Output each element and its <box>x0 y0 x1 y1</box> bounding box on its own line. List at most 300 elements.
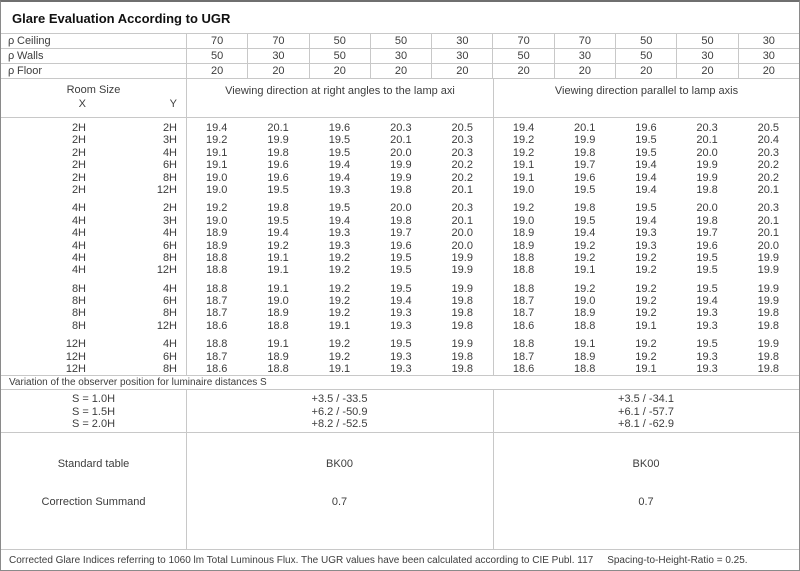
room-y-value: 4H <box>162 338 177 351</box>
ugr-value-parallel: 19.5 <box>574 214 596 227</box>
ugr-value-parallel: 19.8 <box>696 214 718 227</box>
ugr-value-right-angles: 19.1 <box>267 282 289 295</box>
ugr-value-parallel: 19.8 <box>696 183 718 196</box>
rho-symbol: ρ <box>8 35 15 47</box>
reflectance-value: 20 <box>370 64 431 78</box>
ugr-value-parallel: 19.8 <box>757 307 779 320</box>
room-x-value: 4H <box>71 239 86 252</box>
ugr-value-right-angles: 19.2 <box>328 251 351 264</box>
reflectance-section <box>1 33 799 79</box>
footer-ratio-note: Spacing-to-Height-Ratio = 0.25. <box>607 555 748 566</box>
ugr-value-right-angles: 19.3 <box>390 307 412 320</box>
room-y-value: 8H <box>162 363 177 376</box>
variation-value-parallel: +8.1 / -62.9 <box>618 418 674 431</box>
ugr-value-right-angles: 18.7 <box>205 307 228 320</box>
ugr-value-right-angles: 18.6 <box>205 319 228 332</box>
ugr-value-parallel: 19.8 <box>757 350 779 363</box>
room-y-value: 6H <box>162 239 177 252</box>
room-x-value: 12H <box>65 363 86 376</box>
ugr-value-parallel: 18.8 <box>574 319 596 332</box>
reflectance-value: 30 <box>738 49 799 63</box>
room-x-value: 2H <box>71 183 86 196</box>
ugr-value-parallel: 18.6 <box>512 319 535 332</box>
ugr-value-right-angles: 20.3 <box>451 202 473 215</box>
spacer <box>177 184 186 196</box>
ugr-value-parallel: 19.5 <box>574 183 596 196</box>
ugr-value-right-angles: 19.5 <box>390 264 412 277</box>
spacer <box>177 283 186 295</box>
room-x-value: 12H <box>65 338 86 351</box>
reflectance-value: 30 <box>738 34 799 48</box>
ugr-row <box>1 147 799 159</box>
ugr-row <box>1 240 799 252</box>
ugr-value-right-angles: 20.3 <box>390 122 412 134</box>
room-x-value: 8H <box>71 307 86 320</box>
reflectance-value: 30 <box>247 49 308 63</box>
ugr-value-right-angles: 19.4 <box>267 227 289 240</box>
table-header <box>1 79 799 118</box>
ugr-value-right-angles: 20.0 <box>451 239 473 252</box>
room-y-value: 12H <box>156 183 177 196</box>
ugr-value-right-angles: 19.3 <box>390 319 412 332</box>
reflectance-value: 70 <box>186 34 247 48</box>
reflectance-value: 50 <box>676 34 737 48</box>
ugr-row <box>1 252 799 264</box>
ugr-value-right-angles: 19.2 <box>328 295 351 308</box>
room-y-value: 12H <box>156 264 177 277</box>
ugr-value-parallel: 18.6 <box>512 363 535 376</box>
ugr-value-right-angles: 19.2 <box>205 202 228 215</box>
ugr-value-parallel: 19.5 <box>635 146 657 159</box>
ugr-value-parallel: 19.2 <box>512 134 535 147</box>
ugr-value-right-angles: 19.1 <box>205 159 228 172</box>
ugr-row <box>1 215 799 227</box>
ugr-value-right-angles: 19.5 <box>390 282 412 295</box>
ugr-rows-container <box>1 122 799 375</box>
ugr-value-parallel: 19.5 <box>696 338 718 351</box>
ugr-row <box>1 351 799 363</box>
spacer <box>177 307 186 319</box>
reflectance-label <box>1 64 186 78</box>
ugr-value-right-angles: 19.8 <box>267 146 289 159</box>
room-x-value: 4H <box>71 251 86 264</box>
variation-value-parallel: +6.1 / -57.7 <box>618 405 674 418</box>
ugr-value-parallel: 19.4 <box>635 183 657 196</box>
room-y-value: 3H <box>162 134 177 147</box>
ugr-value-parallel: 20.1 <box>574 122 596 134</box>
ugr-value-parallel: 19.2 <box>635 251 657 264</box>
ugr-value-right-angles: 19.8 <box>451 350 473 363</box>
room-x-value: 4H <box>71 214 86 227</box>
reflectance-value: 20 <box>431 64 492 78</box>
ugr-value-right-angles: 18.7 <box>205 295 228 308</box>
ugr-value-parallel: 20.4 <box>757 134 779 147</box>
ugr-value-parallel: 20.2 <box>757 171 779 184</box>
ugr-value-right-angles: 19.5 <box>328 146 351 159</box>
ugr-value-right-angles: 19.3 <box>328 239 351 252</box>
room-x-value: 2H <box>71 134 86 147</box>
ugr-value-right-angles: 19.2 <box>328 307 351 320</box>
reflectance-label <box>1 34 186 48</box>
ugr-value-right-angles: 19.9 <box>451 251 473 264</box>
room-y-value: 6H <box>162 159 177 172</box>
xy-header-row <box>1 98 186 110</box>
ugr-value-parallel: 19.1 <box>574 338 596 351</box>
ugr-row <box>1 184 799 196</box>
ugr-value-right-angles: 19.6 <box>267 171 289 184</box>
column-divider <box>186 390 187 432</box>
reflectance-row <box>1 34 799 49</box>
room-y-value: 8H <box>162 251 177 264</box>
standard-table-value-right-angles: BK00 <box>326 458 353 470</box>
ugr-value-parallel: 19.4 <box>512 122 535 134</box>
ugr-value-right-angles: 18.8 <box>205 282 228 295</box>
room-size-block <box>1 338 799 375</box>
ugr-row <box>1 264 799 276</box>
ugr-value-parallel: 19.3 <box>696 363 718 376</box>
ugr-value-parallel: 20.3 <box>757 146 779 159</box>
page-title: Glare Evaluation According to UGR <box>12 11 231 26</box>
reflectance-value: 50 <box>186 49 247 63</box>
ugr-value-right-angles: 19.9 <box>390 171 412 184</box>
room-x-value: 2H <box>71 159 86 172</box>
standard-table-row <box>1 458 799 471</box>
ugr-value-right-angles: 18.9 <box>205 239 228 252</box>
reflectance-value: 50 <box>370 34 431 48</box>
ugr-row <box>1 307 799 319</box>
reflectance-surface: Walls <box>17 50 44 62</box>
ugr-value-right-angles: 19.9 <box>390 159 412 172</box>
ugr-row <box>1 134 799 146</box>
reflectance-value: 70 <box>554 34 615 48</box>
room-x-value: 12H <box>65 350 86 363</box>
ugr-value-parallel: 19.9 <box>757 264 779 277</box>
spacer <box>177 215 186 227</box>
room-y-value: 2H <box>162 202 177 215</box>
reflectance-value: 50 <box>309 34 370 48</box>
ugr-value-right-angles: 20.1 <box>451 214 473 227</box>
ugr-value-parallel: 19.2 <box>512 146 535 159</box>
ugr-value-right-angles: 20.0 <box>390 202 412 215</box>
y-column-label: Y <box>169 98 177 110</box>
ugr-value-right-angles: 18.8 <box>267 363 289 376</box>
spacer <box>177 295 186 307</box>
reflectance-value: 20 <box>309 64 370 78</box>
observer-variation-note: Variation of the observer position for luminaire distances S <box>1 375 799 390</box>
room-size-block <box>1 122 799 196</box>
ugr-value-right-angles: 19.2 <box>328 338 351 351</box>
ugr-value-parallel: 19.9 <box>696 159 718 172</box>
reflectance-value: 50 <box>615 49 676 63</box>
ugr-value-right-angles: 18.6 <box>205 363 228 376</box>
ugr-value-right-angles: 19.0 <box>205 214 228 227</box>
reflectance-value: 70 <box>492 34 553 48</box>
spacer <box>177 320 186 332</box>
ugr-table-body <box>1 118 799 375</box>
ugr-value-parallel: 20.0 <box>696 146 718 159</box>
room-x-value: 2H <box>71 146 86 159</box>
reflectance-value: 30 <box>431 49 492 63</box>
ugr-value-right-angles: 19.2 <box>328 282 351 295</box>
ugr-value-parallel: 19.9 <box>757 338 779 351</box>
ugr-row <box>1 363 799 375</box>
ugr-value-parallel: 19.4 <box>574 227 596 240</box>
section-divider <box>493 390 494 432</box>
ugr-value-right-angles: 19.1 <box>328 363 351 376</box>
ugr-value-parallel: 19.7 <box>574 159 596 172</box>
spacer <box>177 227 186 239</box>
ugr-value-parallel: 19.8 <box>574 202 596 215</box>
ugr-row <box>1 122 799 134</box>
ugr-value-parallel: 20.1 <box>757 214 779 227</box>
room-y-value: 3H <box>162 214 177 227</box>
ugr-value-parallel: 20.1 <box>757 183 779 196</box>
spacer <box>177 252 186 264</box>
ugr-value-right-angles: 19.9 <box>451 264 473 277</box>
reflectance-value: 20 <box>676 64 737 78</box>
spacer <box>177 351 186 363</box>
ugr-value-parallel: 19.4 <box>696 295 718 308</box>
ugr-value-parallel: 19.4 <box>635 171 657 184</box>
ugr-row <box>1 202 799 214</box>
ugr-value-parallel: 19.8 <box>757 319 779 332</box>
ugr-value-right-angles: 20.1 <box>451 183 473 196</box>
ugr-value-parallel: 18.8 <box>512 282 535 295</box>
reflectance-value: 20 <box>186 64 247 78</box>
spacer <box>177 134 186 146</box>
ugr-value-right-angles: 19.7 <box>390 227 412 240</box>
reflectance-value: 20 <box>554 64 615 78</box>
ugr-value-right-angles: 18.8 <box>267 319 289 332</box>
ugr-value-right-angles: 19.5 <box>390 251 412 264</box>
room-y-value: 2H <box>162 122 177 134</box>
ugr-row <box>1 320 799 332</box>
rho-symbol: ρ <box>8 65 15 77</box>
ugr-value-parallel: 19.3 <box>696 319 718 332</box>
ugr-value-parallel: 19.2 <box>574 239 596 252</box>
ugr-value-right-angles: 20.1 <box>390 134 412 147</box>
column-divider <box>186 433 187 549</box>
ugr-value-right-angles: 19.8 <box>390 183 412 196</box>
ugr-value-right-angles: 19.2 <box>328 350 351 363</box>
ugr-value-right-angles: 19.3 <box>390 350 412 363</box>
ugr-value-parallel: 19.0 <box>574 295 596 308</box>
ugr-value-right-angles: 20.3 <box>451 134 473 147</box>
ugr-value-right-angles: 20.3 <box>451 146 473 159</box>
correction-summand-value-parallel: 0.7 <box>638 496 654 508</box>
ugr-value-right-angles: 20.1 <box>267 122 289 134</box>
room-size-label: Room Size <box>66 84 121 96</box>
ugr-row <box>1 338 799 350</box>
room-x-value: 4H <box>71 227 86 240</box>
ugr-value-parallel: 18.8 <box>512 264 535 277</box>
s-rows-container <box>1 393 799 431</box>
ugr-value-right-angles: 19.2 <box>328 264 351 277</box>
room-y-value: 8H <box>162 171 177 184</box>
ugr-value-parallel: 20.2 <box>757 159 779 172</box>
room-y-value: 4H <box>162 282 177 295</box>
observer-variation-section <box>1 390 799 433</box>
ugr-value-parallel: 19.6 <box>696 239 718 252</box>
ugr-value-right-angles: 19.0 <box>205 171 228 184</box>
reflectance-value: 20 <box>615 64 676 78</box>
ugr-value-parallel: 19.9 <box>757 251 779 264</box>
ugr-value-parallel: 19.7 <box>696 227 718 240</box>
ugr-value-right-angles: 19.0 <box>267 295 289 308</box>
ugr-value-right-angles: 19.1 <box>267 264 289 277</box>
ugr-value-parallel: 19.8 <box>574 146 596 159</box>
room-size-block <box>1 283 799 333</box>
spacer <box>177 240 186 252</box>
reflectance-label <box>1 49 186 63</box>
ugr-value-right-angles: 19.8 <box>451 307 473 320</box>
room-y-value: 6H <box>162 350 177 363</box>
ugr-value-parallel: 19.0 <box>512 183 535 196</box>
ugr-value-right-angles: 20.2 <box>451 171 473 184</box>
observer-variation-row <box>1 418 799 431</box>
ugr-value-right-angles: 19.6 <box>390 239 412 252</box>
variation-value-right-angles: +6.2 / -50.9 <box>311 405 368 418</box>
room-y-value: 6H <box>162 295 177 308</box>
right-angles-section-header: Viewing direction at right angles to the lamp axi <box>186 79 493 117</box>
ugr-value-right-angles: 19.0 <box>205 183 228 196</box>
reflectance-surface: Ceiling <box>17 35 51 47</box>
ugr-value-right-angles: 19.5 <box>267 214 289 227</box>
ugr-value-right-angles: 19.9 <box>267 134 289 147</box>
ugr-value-right-angles: 19.3 <box>328 183 351 196</box>
ugr-value-parallel: 18.7 <box>512 350 535 363</box>
ugr-value-parallel: 19.2 <box>635 282 657 295</box>
ugr-row <box>1 159 799 171</box>
ugr-value-right-angles: 19.4 <box>328 214 351 227</box>
room-y-value: 4H <box>162 146 177 159</box>
ugr-value-parallel: 18.8 <box>512 338 535 351</box>
ugr-value-right-angles: 19.4 <box>328 171 351 184</box>
room-x-value: 2H <box>71 122 86 134</box>
reflectance-value: 20 <box>247 64 308 78</box>
correction-summand-label: Correction Summand <box>41 496 146 508</box>
ugr-value-right-angles: 18.9 <box>205 227 228 240</box>
ugr-value-parallel: 18.8 <box>512 251 535 264</box>
footer-flux-note: Corrected Glare Indices referring to 1060 lm Total Luminous Flux. The UGR values have been calculated according to CIE Publ. 117 <box>9 555 594 566</box>
reflectance-row <box>1 49 799 64</box>
ugr-value-right-angles: 19.9 <box>451 338 473 351</box>
ugr-value-parallel: 19.2 <box>574 251 596 264</box>
ugr-value-right-angles: 19.9 <box>451 282 473 295</box>
ugr-value-right-angles: 20.0 <box>390 146 412 159</box>
s-distance-label: S = 2.0H <box>71 418 116 431</box>
room-size-block <box>1 202 799 276</box>
ugr-value-right-angles: 18.7 <box>205 350 228 363</box>
room-x-value: 4H <box>71 202 86 215</box>
x-column-label: X <box>78 98 86 110</box>
s-distance-label: S = 1.5H <box>71 405 116 418</box>
ugr-value-parallel: 19.2 <box>512 202 535 215</box>
ugr-value-parallel: 19.0 <box>512 214 535 227</box>
ugr-value-right-angles: 19.5 <box>328 134 351 147</box>
ugr-value-parallel: 19.1 <box>574 264 596 277</box>
ugr-value-right-angles: 18.9 <box>267 307 289 320</box>
ugr-value-parallel: 20.3 <box>757 202 779 215</box>
ugr-value-parallel: 19.9 <box>757 282 779 295</box>
ugr-value-right-angles: 19.5 <box>390 338 412 351</box>
spacer <box>177 172 186 184</box>
reflectance-value: 30 <box>676 49 737 63</box>
ugr-value-parallel: 20.5 <box>757 122 779 134</box>
ugr-value-parallel: 19.2 <box>635 264 657 277</box>
ugr-value-parallel: 19.9 <box>696 171 718 184</box>
parallel-section-header: Viewing direction parallel to lamp axis <box>493 79 799 117</box>
room-x-value: 8H <box>71 282 86 295</box>
ugr-value-parallel: 19.1 <box>512 159 535 172</box>
spacer <box>177 122 186 134</box>
ugr-value-right-angles: 20.5 <box>451 122 473 134</box>
ugr-value-right-angles: 19.5 <box>267 183 289 196</box>
ugr-value-parallel: 19.5 <box>696 282 718 295</box>
ugr-value-parallel: 19.1 <box>512 171 535 184</box>
reflectance-value: 20 <box>738 64 799 78</box>
variation-value-right-angles: +3.5 / -33.5 <box>311 393 368 405</box>
ugr-value-right-angles: 19.5 <box>328 202 351 215</box>
ugr-value-right-angles: 19.2 <box>205 134 228 147</box>
spacer <box>177 159 186 171</box>
ugr-value-parallel: 19.2 <box>635 295 657 308</box>
observer-variation-row <box>1 406 799 419</box>
rho-symbol: ρ <box>8 50 15 62</box>
reflectance-value: 70 <box>247 34 308 48</box>
ugr-value-right-angles: 19.8 <box>451 363 473 376</box>
correction-summand-row <box>1 496 799 509</box>
ugr-value-parallel: 19.5 <box>635 134 657 147</box>
ugr-value-parallel: 19.2 <box>635 338 657 351</box>
room-y-value: 4H <box>162 227 177 240</box>
ugr-value-parallel: 19.3 <box>635 227 657 240</box>
ugr-value-parallel: 19.3 <box>696 307 718 320</box>
ugr-value-parallel: 19.3 <box>696 350 718 363</box>
reflectance-value: 30 <box>370 49 431 63</box>
ugr-value-parallel: 18.9 <box>512 239 535 252</box>
ugr-value-right-angles: 20.0 <box>451 227 473 240</box>
ugr-value-right-angles: 19.1 <box>205 146 228 159</box>
standard-table-label: Standard table <box>57 458 130 470</box>
spacer <box>177 338 186 350</box>
ugr-row <box>1 295 799 307</box>
ugr-value-parallel: 20.0 <box>757 239 779 252</box>
ugr-value-parallel: 18.8 <box>574 363 596 376</box>
ugr-value-right-angles: 19.1 <box>267 338 289 351</box>
ugr-value-parallel: 20.0 <box>696 202 718 215</box>
room-x-value: 8H <box>71 295 86 308</box>
correction-summand-value-right-angles: 0.7 <box>331 496 348 508</box>
ugr-value-parallel: 19.4 <box>635 214 657 227</box>
room-x-value: 4H <box>71 264 86 277</box>
ugr-value-parallel: 19.8 <box>757 363 779 376</box>
reflectance-value: 50 <box>492 49 553 63</box>
ugr-value-parallel: 19.3 <box>635 239 657 252</box>
ugr-value-right-angles: 19.8 <box>451 295 473 308</box>
observer-variation-row <box>1 393 799 406</box>
ugr-value-parallel: 19.4 <box>635 159 657 172</box>
reflectance-value: 20 <box>492 64 553 78</box>
spacer <box>177 147 186 159</box>
section-divider <box>493 433 494 549</box>
ugr-value-right-angles: 19.4 <box>328 159 351 172</box>
ugr-value-parallel: 19.6 <box>635 122 657 134</box>
spacer <box>177 363 186 375</box>
ugr-value-parallel: 18.9 <box>512 227 535 240</box>
ugr-value-parallel: 19.9 <box>574 134 596 147</box>
ugr-value-parallel: 18.9 <box>574 350 596 363</box>
